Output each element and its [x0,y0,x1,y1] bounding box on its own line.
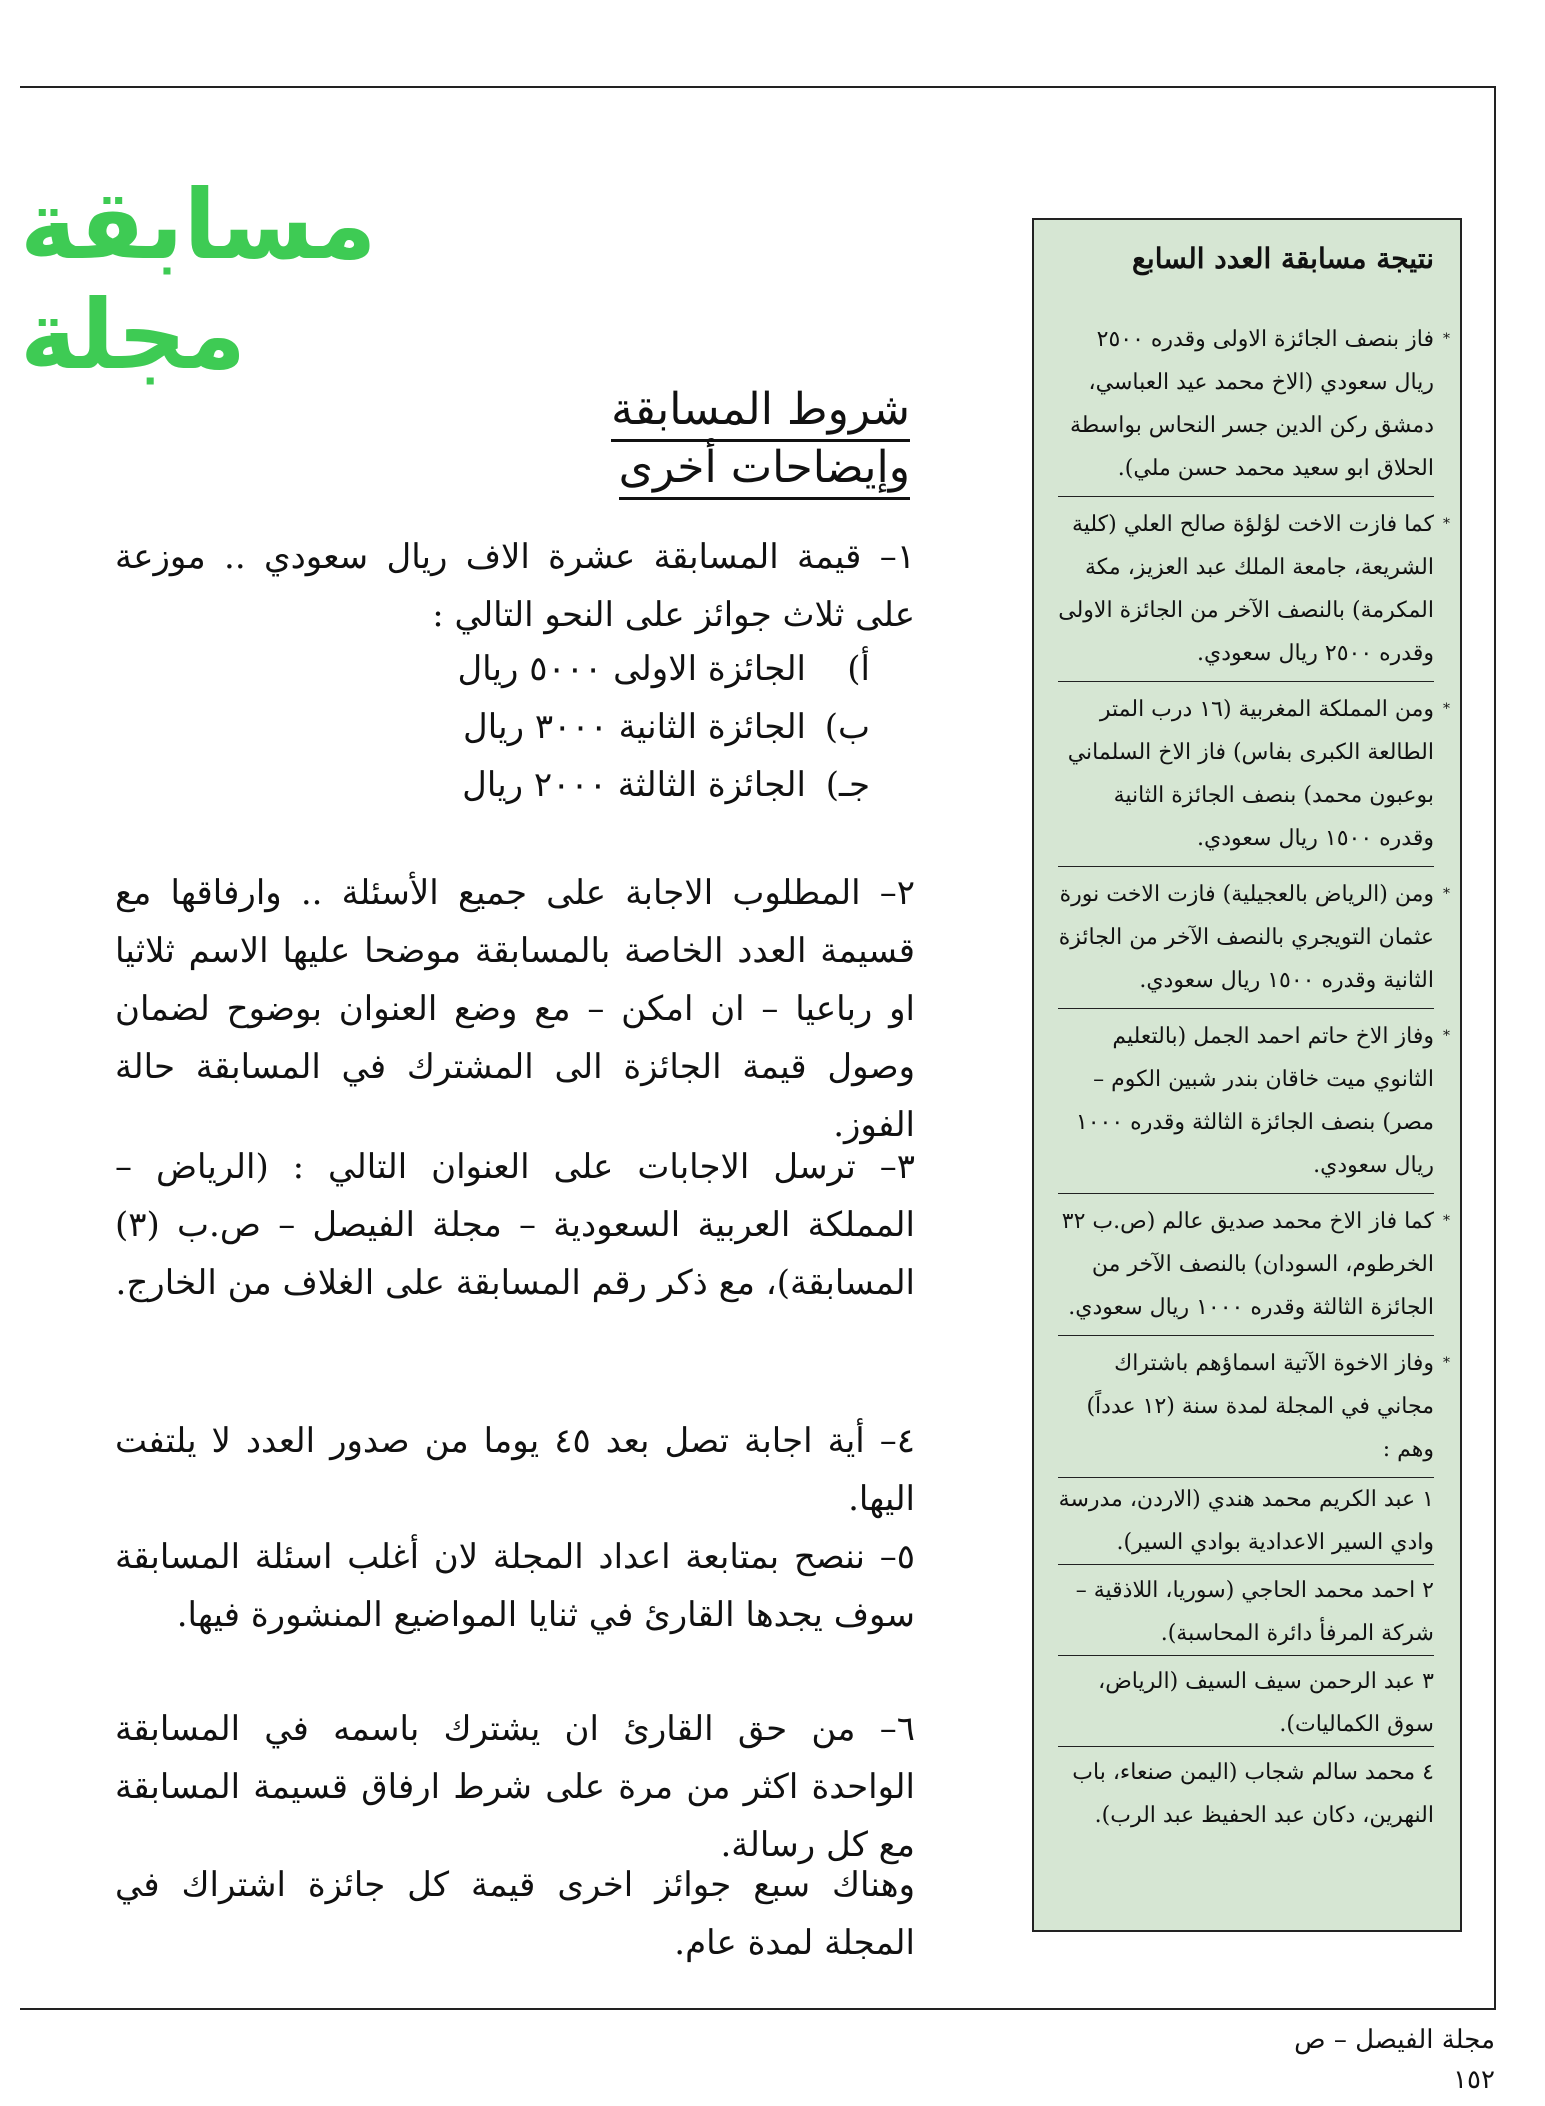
prize-item [400,698,870,756]
rule-5: ٥– ننصح بمتابعة اعداد المجلة لان أغلب اسئلة المسابقة سوف يجدها القارئ في ثنايا المواضيع المنشورة فيها. [115,1537,915,1635]
result-item: * كما فازت الاخت لؤلؤة صالح العلي (كلية الشريعة، جامعة الملك عبد العزيز، مكة المكرمة) بالنصف الآخر من الجائزة الاولى وقدره ٢٥٠٠ ريال سعودي. [1058,497,1434,682]
subscription-winner: ١ عبد الكريم محمد هندي (الاردن، مدرسة وادي السير الاعدادية بوادي السير). [1058,1487,1434,1555]
rule-2: ٢– المطلوب الاجابة على جميع الأسئلة .. وارفاقها مع قسيمة العدد الخاصة بالمسابقة موضحا عليها الاسم ثلاثيا او رباعيا – ان امكن – مع وضع العنوان بوضوح لضمان وصول قيمة الجائزة الى المشترك في المسابقة حالة الفوز. [115,873,915,1145]
prize-text: الجائزة الثالثة ٢٠٠٠ ريال [462,765,806,805]
subscription-winner: ٣ عبد الرحمن سيف السيف (الرياض، سوق الكماليات). [1058,1655,1434,1746]
subscription-winner: ٤ محمد سالم شجاب (اليمن صنعاء، باب النهرين، دكان عبد الحفيظ عبد الرب). [1058,1746,1434,1837]
prize-text: الجائزة الثانية ٣٠٠٠ ريال [463,707,806,747]
prize-letter: جـ) [825,765,870,805]
prize-text: الجائزة الاولى ٥٠٠٠ ريال [457,649,806,689]
prize-item [400,756,870,814]
rule-3: ٣– ترسل الاجابات على العنوان التالي : (الرياض – المملكة العربية السعودية – مجلة الفيصل – ص.ب (٣) المسابقة)، مع ذكر رقم المسابقة على الغلاف من الخارج. [115,1147,915,1303]
result-item: * فاز بنصف الجائزة الاولى وقدره ٢٥٠٠ ريال سعودي (الاخ محمد عيد العباسي، دمشق ركن الدين جسر النحاس بواسطة الحلاق ابو سعيد محمد حسن ملي). [1058,318,1434,497]
prize-letter: ب) [824,707,870,747]
rule-4: ٤– أية اجابة تصل بعد ٤٥ يوما من صدور العدد لا يلتفت اليها. [115,1421,915,1519]
closing-note: وهناك سبع جوائز اخرى قيمة كل جائزة اشتراك في المجلة لمدة عام. [115,1865,915,1963]
results-box [1032,218,1462,1932]
conditions-heading: شروط المسابقة [530,382,910,438]
rule-1: ١– قيمة المسابقة عشرة الاف ريال سعودي .. موزعة على ثلاث جوائز على النحو التالي : [115,537,915,635]
result-item: * كما فاز الاخ محمد صديق عالم (ص.ب ٣٢ الخرطوم، السودان) بالنصف الآخر من الجائزة الثالثة وقدره ١٠٠٠ ريال سعودي. [1058,1194,1434,1336]
conditions-subheading: وإيضاحات أخرى [530,440,910,496]
results-heading: نتيجة مسابقة العدد السابع [1132,242,1434,275]
result-item: * ومن المملكة المغربية (١٦ درب المتر الطالعة الكبرى بفاس) فاز الاخ السلماني بوعبون محمد) بنصف الجائزة الثانية وقدره ١٥٠٠ ريال سعودي. [1058,682,1434,867]
subscription-winner: ٢ احمد محمد الحاجي (سوريا، اللاذقية – شركة المرفأ دائرة المحاسبة). [1058,1564,1434,1655]
prize-letter: أ) [847,649,870,689]
result-item: * وفاز الاخ حاتم احمد الجمل (بالتعليم الثانوي ميت خاقان بندر شبين الكوم – مصر) بنصف الجائزة الثالثة وقدره ١٠٠٠ ريال سعودي. [1058,1009,1434,1194]
rule-6: ٦– من حق القارئ ان يشترك باسمه في المسابقة الواحدة اكثر من مرة على شرط ارفاق قسيمة المسابقة مع كل رسالة. [115,1709,915,1865]
page-footer: مجلة الفيصل – ص ١٥٢ [1294,2025,1495,2095]
bottom-rule [20,2008,1496,2010]
prize-list [400,640,870,814]
prize-item [400,640,870,698]
result-item: * ومن (الرياض بالعجيلية) فازت الاخت نورة عثمان التويجري بالنصف الآخر من الجائزة الثانية وقدره ١٥٠٠ ريال سعودي. [1058,867,1434,1009]
right-rule [1494,86,1496,2008]
top-rule [20,86,1496,88]
page-title: مسابقة مجلة [20,169,377,391]
subscription-intro: * وفاز الاخوة الآتية اسماؤهم باشتراك مجاني في المجلة لمدة سنة (١٢ عدداً) وهم : [1058,1336,1434,1478]
